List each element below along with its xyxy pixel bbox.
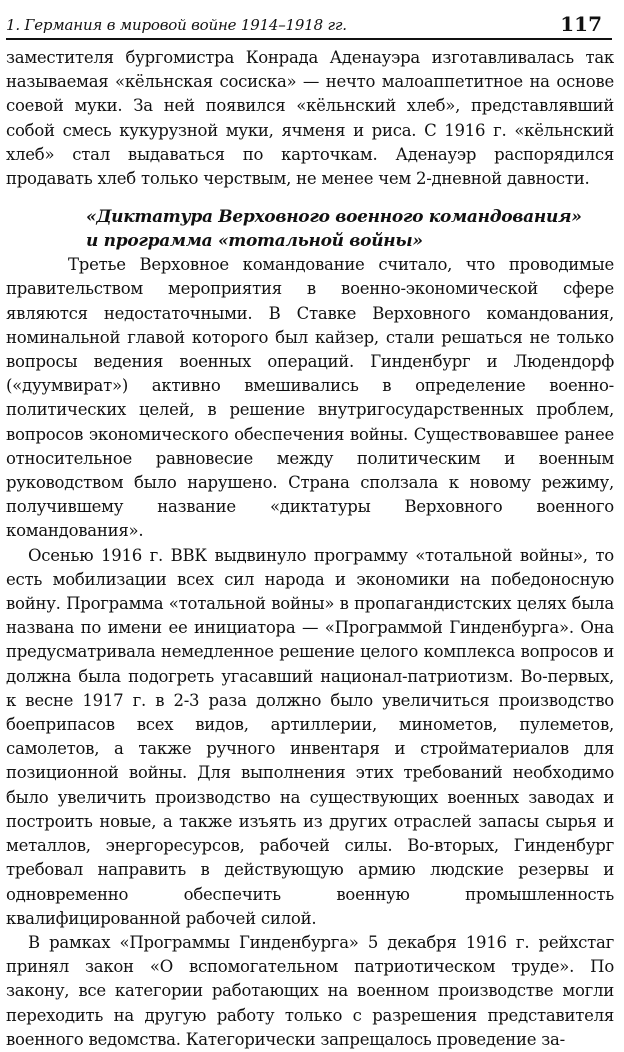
running-title: 1. Германия в мировой войне 1914–1918 гг. [6, 16, 347, 34]
paragraph-third-command: Третье Верховное командование считало, что проводимые правительством мероприятия в военно-экономической сфере являются недостаточными. В Ставке Верховного командования, номинальной главой которого был кайзер, стали решаться не только вопросы ведения военных операций. Гинденбург и Людендорф («дуумвират») активно вмешивались в определение военно-политических целей, в решение внутригосударственных проблем, вопросов экономического обеспечения войны. Существовавшее ранее относительное равновесие между политическим и военным руководством было нарушено. Страна сползала к новому режиму, получившему название «диктатуры Верховного военного командования». [6, 255, 614, 541]
section-heading-line-1: «Диктатура Верховного военного командования» [86, 207, 582, 228]
body-text [6, 46, 614, 1052]
running-header [6, 0, 612, 40]
paragraph-continuation: заместителя бургомистра Конрада Аденауэра изготавливалась так называемая «кёльнская сосиска» — нечто малоаппетитное на основе соевой муки. За ней появился «кёльнский хлеб», представлявший собой смесь кукурузной муки, ячменя и риса. С 1916 г. «кёльнский хлеб» стал выдаваться по карточкам. Аденауэр распорядился продавать хлеб только черствым, не менее чем 2-дневной давности. [6, 48, 614, 189]
section-heading [6, 205, 614, 253]
page-number: 117 [560, 12, 602, 36]
paragraph-hindenburg-program: В рамках «Программы Гинденбурга» 5 декабря 1916 г. рейхстаг принял закон «О вспомогательном патриотическом труде». По закону, все категории работающих на военном производстве могли переходить на другую работу только с разрешения представителя военного ведомства. Категорически запрещалось проведение за- [6, 932, 614, 1049]
section-heading-line-2: и программа «тотальной войны» [86, 231, 423, 252]
paragraph-total-war: Осенью 1916 г. ВВК выдвинуло программу «тотальной войны», то есть мобилизации всех сил народа и экономики на победоносную войну. Программа «тотальной войны» в пропагандистских целях была названа по имени ее инициатора — «Программой Гинденбурга». Она предусматривала немедленное решение целого комплекса вопросов и должна была подогреть угасавший национал-патриотизм. Во-первых, к весне 1917 г. в 2-3 раза должно было увеличиться производство боеприпасов всех видов, артиллерии, минометов, пулеметов, самолетов, а также ручного инвентаря и стройматериалов для позиционной войны. Для выполнения этих требований необходимо было увеличить производство на существующих военных заводах и построить новые, а также изъять из других отраслей запасы сырья и металлов, энергоресурсов, рабочей силы. Во-вторых, Гинденбург требовал направить в действующую армию людские резервы и одновременно обеспечить военную промышленность квалифицированной рабочей силой. [6, 545, 614, 928]
